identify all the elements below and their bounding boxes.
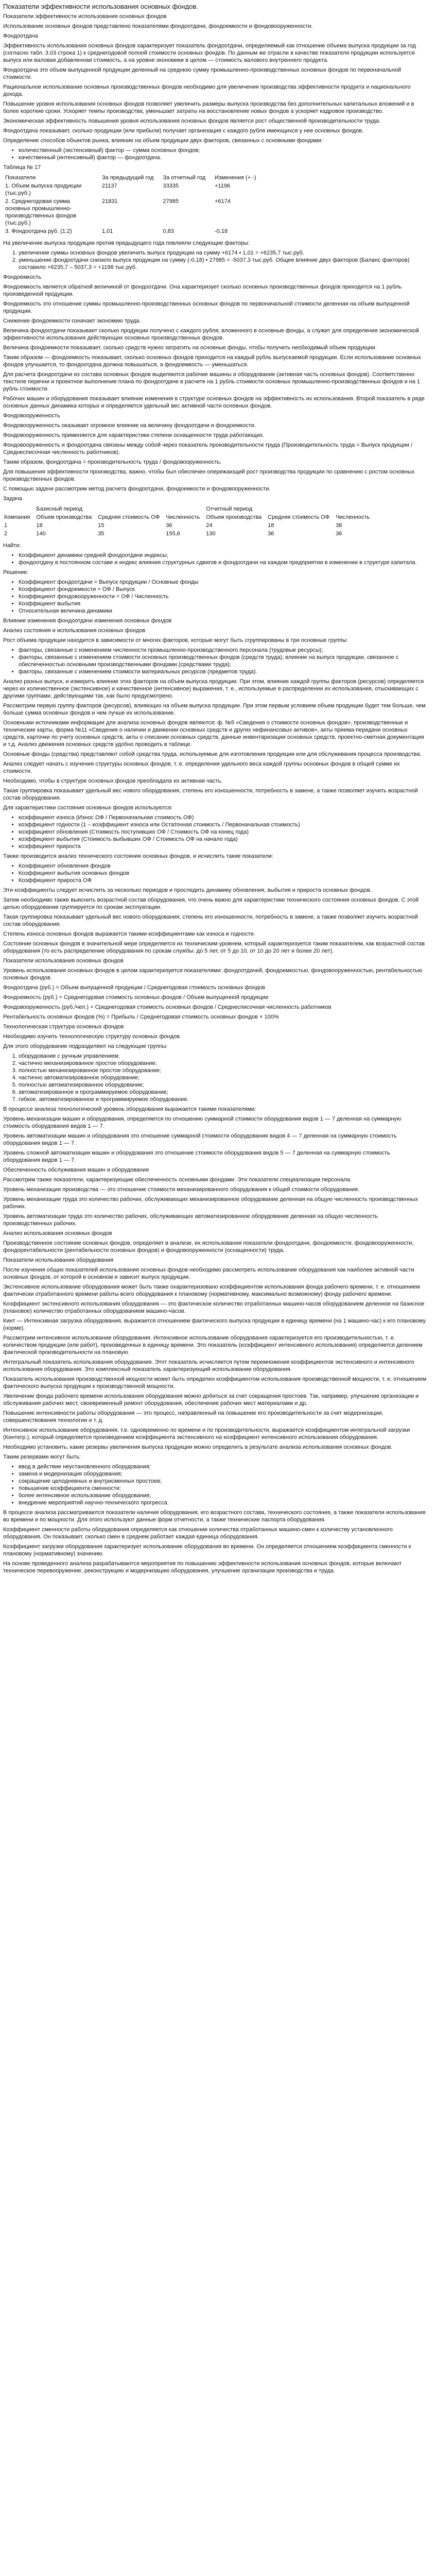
table-header-cell <box>165 505 205 513</box>
list-item: • коэффициент годности (1 – коэффициент износа или Остаточная стоимость / Первоначальная стоимость) <box>19 821 427 828</box>
bullet-list <box>3 862 427 884</box>
paragraph: Технологическая структура основных фондов <box>3 1024 124 1030</box>
paragraph: Такая группировка показывает удельный вес нового оборудования, степень его изношенности, потребность в замене, а также позволяет изучить возрастной состав оборудования. <box>3 788 418 801</box>
paragraph: Уровень механизации труда это количество рабочих, обслуживающих механизированное оборудование деленная на общую численность производственных рабочих. <box>3 1196 418 1210</box>
paragraph: В процессе анализа рассматриваются показатели наличия оборудования, его возрастного состава, технического состояния, а также показатели использования во времени и по мощности. Для этого используют данные форм отчетности, а также технические паспорта оборудования. <box>3 1510 426 1523</box>
list-item: • факторы, связанные с изменением стоимости материальных ресурсов (предметов труда). <box>19 668 427 675</box>
table-cell: 21137 <box>102 183 117 189</box>
paragraph: Таблица № 17 <box>3 164 41 171</box>
paragraph: Рабочих машин и оборудования показывает влияние изменения в структуре основных фондов на эффективность их использования. Второй показатель в ряде основных данных динамика которых и определяется удельный вес активной части основных фондов. <box>3 396 425 409</box>
table-cell: 18 <box>268 522 274 529</box>
paragraph: Фондовооруженность и фондоотдача связаны между собой через показатель производительности труда (Производительность труда = Выпуск продукции / Среднесписочная численность работников). <box>3 442 413 455</box>
list-item: • факторы, связанные с изменением численности промышленно-производственного персонала (трудовые ресурсы); <box>19 647 427 654</box>
table-cell: +6174 <box>214 198 231 205</box>
table-header-cell: Объем производства <box>206 514 262 520</box>
paragraph: Затем необходимо также выяснить возрастной состав оборудования, что очень важно для характеристики технического состояния основных фондов. С этой целью оборудование группируется по срокам эксплуатации. <box>3 897 419 910</box>
table-header-cell: Средняя стоимость ОФ <box>98 514 160 520</box>
table-header-cell <box>335 505 375 513</box>
paragraph: Снижение фондоемкости означает экономию труда. <box>3 318 141 324</box>
paragraph: Обеспеченность обслуживания машин и оборудования <box>3 1167 149 1173</box>
table-row <box>3 182 264 197</box>
paragraph: Таким резервами могут быть: <box>3 1454 81 1460</box>
table-cell: 0,83 <box>163 228 174 234</box>
paragraph: Кинт — Интенсивная загрузка оборудования, выражается отношением фактического выпуска продукции в единицу времени (на 1 машино-час) к его плановому (норме). <box>3 1318 426 1331</box>
paragraph: С помощью задачи рассмотрим метод расчета фондоотдачи, фондоемкости и фондовооруженности. <box>3 486 271 492</box>
paragraph: Увеличение фонда рабочего времени использования оборудования можно добиться за счет сокращения простоев. Так, например, улучшение организации и обслуживания рабочих мест, своевременный ремонт оборудования, обеспечение рабочих мест материалами и др. <box>3 1393 419 1406</box>
table-header-cell: Объем производства <box>36 514 92 520</box>
paragraph: В процессе анализа технологический уровень оборудования выражается такими показателями: <box>3 1106 256 1112</box>
paragraph: Эти коэффициенты следует исчислить за несколько периодов и проследить динамику обновления, выбытия и прироста основных фондов. <box>3 887 372 893</box>
paragraph: Фондоемкость (руб.) = Среднегодовая стоимость основных фондов / Объем выпущенной продукции <box>3 994 269 1001</box>
table-header-cell: Численность <box>336 514 370 520</box>
list-item: • Относительная величина динамики <box>19 607 427 615</box>
paragraph: Необходимо изучить технологическую структуру основных фондов. <box>3 1033 182 1040</box>
paragraph: Анализ состояния и использования основных фондов <box>3 628 146 634</box>
paragraph: Фондоотдача это объем выпущенной продукции деленный на среднюю сумму промышленно-производственных основных фондов по первоначальной стоимости. <box>3 67 402 80</box>
list-item: • фондоотдачу в постоянном составе и индекс влияния структурных сдвигов и фондоотдачи на каждом предприятии в изменении в структуре капитала. <box>19 559 427 566</box>
table-cell: 130 <box>206 531 216 537</box>
paragraph: Уровень автоматизации труда это количество рабочих, обслуживающих автоматизированное оборудование деленная на общую численность производственных рабочих. <box>3 1213 378 1227</box>
paragraph: Влияние изменения фондоотдачи изменения основных фондов <box>3 618 172 624</box>
paragraph: Определение способов объектов рынка, влияние на объем продукции двух факторов, связанных с основными фондами: <box>3 138 323 144</box>
table-row <box>3 197 264 227</box>
list-item: • Коэффициент выбытия <box>19 600 427 607</box>
table-cell: 21831 <box>102 198 118 205</box>
paragraph: Интегральный показатель использования оборудования. Этот показатель исчисляется путем перемножения коэффициентов экстенсивного и интенсивного использования оборудования. Это комплексный показатель характеризующий использование оборудования. <box>3 1359 414 1372</box>
paragraph: Таким образом, фондоотдача = производительность труда / фондовооруженность. <box>3 459 222 465</box>
table-header-cell: Показатели <box>5 175 36 181</box>
list-item: • сокращение целодневных и внутрисменных простоев; <box>19 1478 427 1485</box>
paragraph: После изучения общих показателей использования основных фондов необходимо рассмотреть использование оборудования как наиболее активной части основных фондов, от которой в основном и зависит выпуск продукции. <box>3 1267 414 1280</box>
paragraph: Фондоотдача (руб.) = Объем выпущенной продукции / Среднегодовая стоимость основных фондов <box>3 985 266 991</box>
paragraph: Показатели эффективности использования основных фондов <box>3 13 167 20</box>
list-item: 6. автоматизированное и программируемое оборудование; <box>19 1089 427 1096</box>
paragraph: Рентабельность основных фондов (%) = Прибыль / Среднегодовая стоимость основных фондов × 100% <box>3 1014 279 1020</box>
list-item: • внедрение мероприятий научно-технического прогресса. <box>19 1499 427 1506</box>
document-body <box>3 13 427 1574</box>
paragraph: Показатели использования основных фондов <box>3 958 124 964</box>
table-cell: 35 <box>98 531 104 537</box>
table-cell: 33335 <box>163 183 179 189</box>
list-item: • ввод в действие неустановленного оборудования; <box>19 1463 427 1470</box>
table-header-cell: Изменения (+ -) <box>214 175 256 181</box>
table-cell: 3. Фондоотдача руб. (1:2) <box>5 228 72 234</box>
list-item: • повышение коэффициента сменности; <box>19 1485 427 1492</box>
list-item: • коэффициент износа (Износ ОФ / Первоначальная стоимость ОФ) <box>19 814 427 821</box>
table-cell: 36 <box>336 531 342 537</box>
paragraph: Повышение уровня использования основных фондов позволяет увеличить размеры выпуска производства без дополнительных капитальных вложений и в более короткие сроки. Ускоряет темпы производства, уменьшает затраты на восстановление новых фондов а ускоряет кадровое производство. <box>3 101 414 114</box>
table-header-cell: За отчетный год <box>163 175 205 181</box>
table-header-cell: Компания <box>4 514 30 520</box>
paragraph: Уровень сложной автоматизации машин и оборудования это отношение стоимости оборудования видов 5 — 7 деленная на суммарную стоимость оборудования видов 1 — 7. <box>3 1150 390 1163</box>
paragraph: Интенсивное использование оборудования, т.е. одновременно по времени и по производительности, выражается коэффициентом интегральной загрузки (Кинтегр.), который определяется произведением коэффициента экстенсивного на коэффициент интенсивного использования оборудования. <box>3 1427 410 1440</box>
paragraph: Экономическая эффективность повышения уровня использования основных фондов является рост общественной производительности труда. <box>3 118 381 124</box>
paragraph: Основными источниками информации для анализа основных фондов являются: ф. №5 «Сведения о стоимости основных фондов», производственные и технические карты, форма №11 «Сведения о наличии и движении основных средств и других нефинансовых активов», акты приема-передачи основных средств, карточки по учету основных средств, акты о списании основных средств, данные инвентаризации основных средств, проектно-сметная документация и т.д. Анализ движения основных средств удобно проводить в таблице. <box>3 720 424 748</box>
list-item: 2. частично механизированное простое оборудование; <box>19 1060 427 1067</box>
list-item: • количественный (экстенсивный) фактор — сумма основных фондов; <box>19 147 427 154</box>
paragraph: Рациональное использование основных производственных фондов необходимо для увеличения производства эффективности продукта и национального дохода. <box>3 84 411 97</box>
paragraph: Производственное состояние основных фондов, определяет в анализе, их использования показатели фондоотдачи, фондоемкости, фондовооруженности, фондорентабельности (рентабельности основных фондов) и фондовооруженности (оснащенности) труда. <box>3 1240 414 1253</box>
table-cell: 36 <box>166 522 172 529</box>
list-item: • более интенсивное использование оборудования; <box>19 1492 427 1499</box>
paragraph: Использование основных фондов представлено показателями фондоотдачи, фондоемкости и фондовооруженности. <box>3 23 313 29</box>
list-item: • коэффициент прироста <box>19 843 427 850</box>
paragraph: Необходимо, чтобы в структуре основных фондов преобладала их активная часть. <box>3 778 223 784</box>
paragraph: Фондовооруженность <box>3 413 60 419</box>
paragraph: Повышение интенсивности работы оборудования — это процесс, направленный на повышение его производительности за счет модернизации, совершенствования технологии и т. д. <box>3 1410 383 1423</box>
paragraph: Фондовооруженность (руб./чел.) = Среднегодовая стоимость основных фондов / Среднесписочная численность работников <box>3 1004 332 1010</box>
table-cell: 38 <box>336 522 342 529</box>
table-cell: 1 <box>4 522 8 529</box>
paragraph: Показатель использования производственной мощности может быть определен коэффициентом использования производственной мощности, т. е. отношением фактического выпуска продукции к производственной мощности. <box>3 1376 427 1389</box>
paragraph: Коэффициент сменности работы оборудования определяется как отношение количества отработанных машино-смен к количеству установленного оборудования. Он показывает, сколько смен в среднем работает каждая единица оборудования. <box>3 1527 393 1540</box>
table-cell: 140 <box>36 531 46 537</box>
paragraph: Уровень механизации машин и оборудования, определяется по отношению суммарной стоимости оборудования видов 1 — 7 деленная на суммарную стоимость оборудования видов 1 — 7. <box>3 1116 402 1129</box>
bullet-list <box>3 814 427 850</box>
list-item: • Коэффициент прироста ОФ <box>19 877 427 884</box>
paragraph: Рост объема продукции находится в зависимости от многих факторов, которые могут быть сгруппированы в три основные группы: <box>3 637 348 643</box>
paragraph: Степень износа основных фондов выражается такими коэффициентами как износа и годности. <box>3 931 255 937</box>
paragraph: Фондовооруженность применяется для характеристики степени оснащенности труда работающих. <box>3 432 265 438</box>
paragraph: Состояние основных фондов в значительной мере определяется их техническим уровнем, который характеризуется таким показателем, как возрастной состав оборудования (то есть распределение оборудования по срокам службы: до 5 лет, от 5 до 10, от 10 до 20 лет и более 20 лет). <box>3 941 425 954</box>
table-cell: 24 <box>206 522 213 529</box>
bullet-list <box>3 147 427 161</box>
paragraph: Фондовооруженность оказывает огромное влияние на величину фондоотдачи и фондоемкости. <box>3 422 256 429</box>
list-item: • Коэффициент фондовооруженности = ОФ / Численность <box>19 593 427 600</box>
list-item: 2. уменьшение фондоотдачи снизило выпуск продукции на сумму (-0,18) • 27985 = -5037,3 тыс.руб. Общее влияние двух факторов (Баланс факторов) составило +6235,7 – 5037,3 = +1198 тыс.руб. <box>19 257 427 271</box>
list-item: • Коэффициент фондоотдачи = Выпуск продукции / Основные фонды <box>19 579 427 586</box>
list-item: • коэффициент выбытия (Стоимость выбывших ОФ / Стоимость ОФ на начало года) <box>19 836 427 843</box>
table-header-row <box>3 505 375 513</box>
list-item: • факторы, связанные с изменением стоимости основных производственных фондов (средств труда), влияние на выпуск продукции, связанное с обеспеченностью основными производственными фондами (средствами труда); <box>19 654 427 668</box>
paragraph: Фондоотдача <box>3 33 38 39</box>
paragraph: Необходимо установить, какие резервы увеличения выпуска продукции можно определить в результате анализа использования основных фондов. <box>3 1444 393 1450</box>
task-table <box>3 505 375 538</box>
paragraph: Величина фондоотдачи показывает сколько продукции получено с каждого рубля, вложенного в основные фонды, а служит для определения экономической эффективности использования действующих основных производственных фондов. <box>3 328 419 341</box>
table-cell: 36 <box>268 531 274 537</box>
table-cell: 18 <box>36 522 43 529</box>
paragraph: Коэффициент экстенсивного использования оборудования — это фактическое количество отработанных машино-часов оборудованием деленное на базисное (плановое) количество отработанных оборудованием машино-часов. <box>3 1301 425 1314</box>
paragraph: Величина фондоемкости показывает, сколько средств нужно затратить на основные фонды, чтобы получить необходимый объем продукции. <box>3 345 377 351</box>
paragraph: Найти: <box>3 543 21 549</box>
paragraph: Таким образом — фондоемкость показывает, сколько основных фондов приходится на каждый рубль выпускаемой продукции. Если использование основных фондов улучшается, то фондоотдача должна повышаться, а фондоемкость — уменьшаться. <box>3 354 421 368</box>
paragraph: Основные фонды (средства) представляют собой средства труда, используемые для изготовления продукции или для обслуживания процесса производства. <box>3 751 422 757</box>
list-item: • Коэффициент динамики средней фондоотдачи индексы; <box>19 552 427 559</box>
table-cell: +1196 <box>214 183 231 189</box>
list-item: 5. полностью автоматизированное оборудование; <box>19 1081 427 1089</box>
table-header-cell <box>267 505 335 513</box>
paragraph: Экстенсивное использование оборудования может быть также охарактеризовано коэффициентом использования фонда рабочего времени, т. е. отношением фактически отработанного времени работы всего оборудования к плановому (нормативному, максимально возможному) фонду рабочего времени. <box>3 1284 420 1297</box>
paragraph: Уровень механизации производства — это отношение стоимости механизированного оборудования к общей стоимости оборудования. <box>3 1187 360 1193</box>
paragraph: Для расчета фондоотдачи из состава основных фондов выделяются рабочие машины и оборудование (активная часть основных фондов). Соответственно текстиле перечни и проектное выполнение плана по фондоотдаче в расчете на 1 рубль стоимости основных промышленно-производственных фондов и на 1 рубль стоимости. <box>3 371 421 392</box>
bullet-list <box>3 552 427 566</box>
table-header-cell <box>3 505 35 513</box>
list-item: 1. оборудование с ручным управлением; <box>19 1053 427 1060</box>
list-item: • качественный (интенсивный) фактор — фондоотдача. <box>19 154 427 161</box>
paragraph: Анализ разных выпуск, и измерить влияние этих факторов на объем выпуска продукции. При этом, влияние каждой группы факторов (ресурсов) определяется через их количественное (экстенсивное) и качественное (интенсивное) выражения, т. е., используемые в распределении их использования, отыскивающих с другими группами, действующими так, как было предусмотрено. <box>3 679 424 699</box>
paragraph: Рассмотрим также показатели, характеризующие обеспеченность основными фондами. Эти показатели специализации персонала. <box>3 1177 352 1183</box>
table-row <box>3 521 375 530</box>
paragraph: Уровень использования основных фондов в целом характеризуется показателями: фондоотдачей, фондоемкостью, фондовооруженностью, рентабельностью основных фондов. <box>3 968 423 981</box>
paragraph: Коэффициент загрузки оборудования характеризует использование оборудования во времени. Он определяется отношением коэффициента сменности к плановому (нормативному) значению. <box>3 1544 411 1557</box>
bullet-list <box>3 647 427 675</box>
paragraph: Для характеристики состояния основных фондов используются: <box>3 805 173 811</box>
list-item: • Коэффициент фондоемкости = ОФ / Выпуск <box>19 586 427 593</box>
table-header-cell: Средняя стоимость ОФ <box>268 514 330 520</box>
table-cell: 27985 <box>163 198 179 205</box>
paragraph: Фондоемкость является обратной величиной от фондоотдачи. Она характеризует сколько основных производственных фондов приходится на 1 рубль произведенной продукции. <box>3 284 402 297</box>
indicators-table <box>3 174 264 235</box>
paragraph: Анализ следует начать с изучения структуры основных фондов, т. е. определения удельного веса каждой группы основных фондов в общей сумме их стоимости. <box>3 761 400 774</box>
paragraph: На основе проведенного анализа разрабатываются мероприятия по повышению эффективности использования основных фондов, которые включают техническое перевооружение, реконструкцию и модернизацию оборудования, улучшение организации производства и труда. <box>3 1561 402 1574</box>
paragraph: Рассмотрим интенсивное использование оборудования. Интенсивное использование оборудования характеризуется его производительностью, т. е. количеством продукции (или работ), произведенных в единицу времени. Это показатель (коэффициент интенсивного использования) определяется делением фактической производительности на плановую. <box>3 1335 423 1355</box>
bullet-list <box>3 579 427 615</box>
paragraph: Также производится анализ технического состояния основных фондов, и исчислить такие показатели: <box>3 853 273 859</box>
paragraph: Уровень автоматизации машин и оборудования это отношение суммарной стоимости оборудования видов 4 — 7 деленная на суммарную стоимость оборудования видов 1 — 7. <box>3 1133 397 1146</box>
table-cell: 15 <box>98 522 104 529</box>
list-item: 3. полностью механизированное простое оборудование; <box>19 1067 427 1074</box>
table-cell: -0,18 <box>214 228 228 234</box>
paragraph: Рассмотрим первую группу факторов (ресурсов), влияющих на объем выпуска продукции. При этом первым условием объем продукции будет тем больше, чем больше сумма основных фондов и чем лучше их использование. <box>3 703 426 716</box>
paragraph: На увеличение выпуска продукции против предыдущего года повлияли следующие факторы: <box>3 240 250 246</box>
table-row <box>3 530 375 538</box>
table-header-cell: Численность <box>166 514 200 520</box>
paragraph: Показатели использования оборудования <box>3 1257 114 1263</box>
paragraph: Фондоемкость <box>3 274 42 280</box>
list-item: 7. гибкое, автоматизированное и программируемое оборудование. <box>19 1096 427 1103</box>
table-row <box>3 227 264 235</box>
paragraph: Эффективность использования основных фондов характеризует показатель фондоотдачи, определяемый как отношение объема выпуска продукции за год (согласно табл. 3.03 строка 1) к среднегодовой полной стоимости основных фондов. По данным же отрасли в качестве показателя продукции используется выпуск или валовая добавленная стоимость, а на уровне экономики в целом — стоимость валового внутреннего продукта. <box>3 43 416 63</box>
paragraph: Фондоемкость это отношение суммы промышленно-производственных основных фондов по первоначальной стоимости деленная на объем выпущенной продукции. <box>3 301 410 314</box>
paragraph: Такая группировка показывает удельный вес нового оборудования, степень его изношенности, потребность в замене, а также позволяет изучить возрастной состав оборудования. <box>3 914 418 927</box>
table-header-row <box>3 174 264 182</box>
list-item: • Коэффициент обновления фондов <box>19 862 427 870</box>
table-cell: 2 <box>4 531 8 537</box>
table-header-cell: Базисный период <box>36 506 83 512</box>
table-cell: 1,01 <box>102 228 113 234</box>
paragraph: Анализ использования основных фондов <box>3 1230 112 1236</box>
paragraph: Для этого оборудование подразделяют на следующие группы: <box>3 1043 168 1049</box>
paragraph: Решение: <box>3 569 29 575</box>
list-item: 4. частично автоматизированное оборудование; <box>19 1074 427 1081</box>
list-item: • замена и модернизация оборудования; <box>19 1470 427 1478</box>
table-cell: 155,6 <box>166 531 180 537</box>
table-header-cell: Отчетный период <box>206 506 253 512</box>
table-header-cell <box>97 505 165 513</box>
page-title: Показатели эффективности использования основных фондов. <box>3 3 198 10</box>
list-item: • Коэффициент выбытия основных фондов <box>19 870 427 877</box>
paragraph: Задача <box>3 496 22 502</box>
paragraph: Для повышения эффективности производства, важно, чтобы был обеспечен опережающий рост производства продукции по сравнению с ростом основных производственных фондов. <box>3 469 415 482</box>
paragraph: Фондоотдача показывает, сколько продукции (или прибыли) получает организация с каждого рубля имеющихся у нее основных фондов. <box>3 128 364 134</box>
table-subheader-row <box>3 513 375 521</box>
numbered-list <box>3 249 427 271</box>
list-item: • коэффициент обновления (Стоимость поступивших ОФ / Стоимость ОФ на конец года) <box>19 828 427 836</box>
table-header-cell: За предыдущий год <box>102 175 154 181</box>
table-cell: 2. Среднегодовая сумма основных промышленно-производственных фондов (тыс.руб.) <box>5 198 77 226</box>
bullet-list <box>3 1463 427 1506</box>
list-item: 1. увеличение суммы основных фондов увеличить выпуск продукции на сумму +6174 • 1,01 = +6235,7 тыс.руб. <box>19 249 427 257</box>
numbered-list <box>3 1053 427 1103</box>
table-cell: 1. Объем выпуска продукции (тыс.руб.) <box>5 183 82 196</box>
